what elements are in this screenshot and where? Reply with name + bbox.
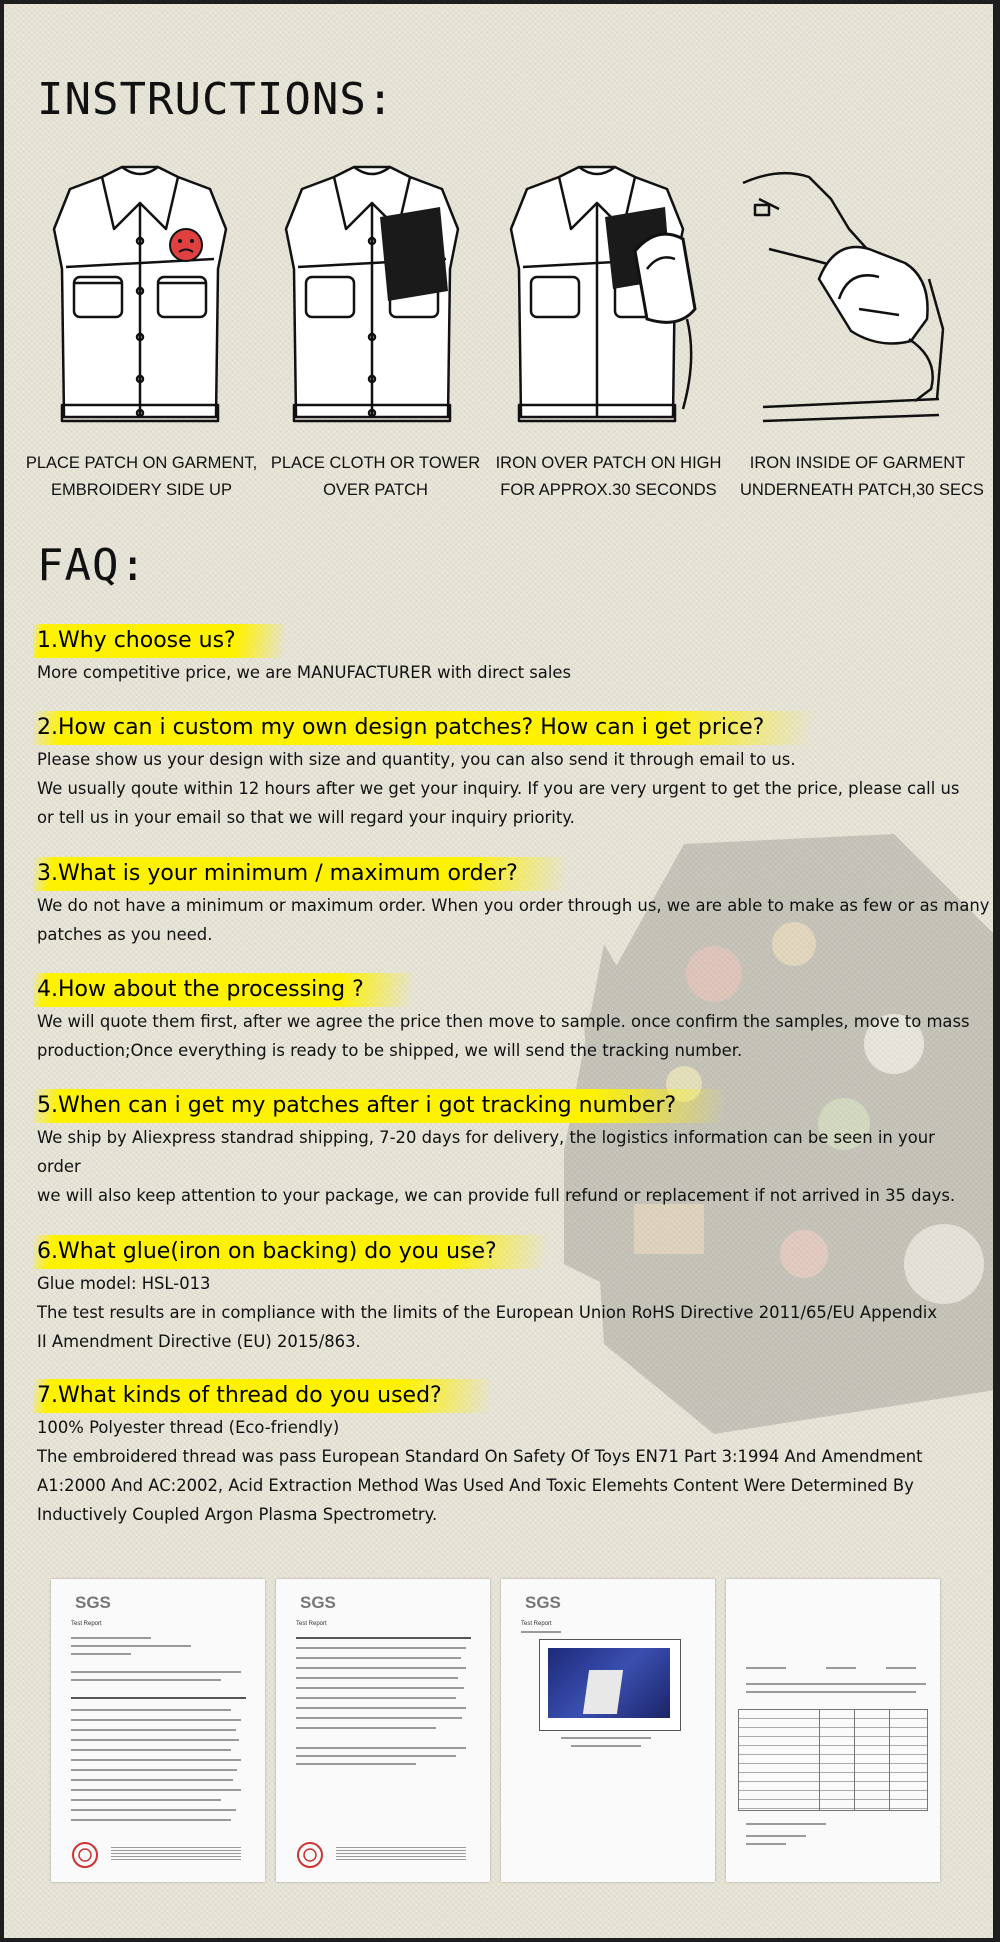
step-1-caption [24,450,259,504]
faq-item [37,973,972,1065]
vest-with-cloth-illustration [272,159,472,439]
sgs-logo: SGS [525,1593,561,1612]
step-1-line-1: PLACE PATCH ON GARMENT, [25,454,258,472]
test-results-table-page [726,1579,940,1882]
faq-question: 4.How about the processing ? [33,973,412,1007]
faq-answer-line: Inductively Coupled Argon Plasma Spectrometry. [37,1505,438,1524]
faq-answer-line: We do not have a minimum or maximum order. When you order through us, we are able to make as few or as many [37,896,990,915]
step-2-caption [258,450,493,504]
sgs-test-report-page-2 [276,1579,490,1882]
faq-answer-line: production;Once everything is ready to be shipped, we will send the tracking number. [37,1041,743,1060]
faq-item [37,624,972,687]
sgs-test-report-page-1 [51,1579,265,1882]
faq-answer-line: We will quote them first, after we agree the price then move to sample. once confirm the samples, move to mass [37,1012,970,1031]
faq-question: 6.What glue(iron on backing) do you use? [33,1235,545,1269]
vest-with-patch-illustration [40,159,240,439]
sgs-seal-icon [71,1841,99,1869]
sgs-logo: SGS [75,1593,111,1612]
faq-item [37,1089,972,1210]
faq-question: 1.Why choose us? [33,624,284,658]
faq-answer-line: or tell us in your email so that we will regard your inquiry priority. [37,808,575,827]
sample-photo [539,1639,681,1731]
step-2-line-1: PLACE CLOTH OR TOWER [270,454,481,472]
faq-answer-line: We usually qoute within 12 hours after we get your inquiry. If you are very urgent to get the price, please call us [37,779,960,798]
step-4-caption [740,450,984,504]
faq-item [37,711,972,832]
page [4,4,993,1938]
faq-item [37,1379,972,1529]
faq-answer-line: The test results are in compliance with the limits of the European Union RoHS Directive 2011/65/EU Appendix [37,1303,938,1322]
results-table [738,1709,928,1811]
step-3-line-2: FOR APPROX.30 SECONDS [500,481,717,499]
report-title: Test Report [521,1621,552,1627]
faq-answer-line: patches as you need. [37,925,213,944]
iron-inside-garment-illustration [739,159,949,439]
faq-question: 7.What kinds of thread do you used? [33,1379,490,1413]
faq-question: 2.How can i custom my own design patches? How can i get price? [33,711,812,745]
faq-answer-line: order [37,1157,81,1176]
vest-with-iron-illustration [497,159,697,439]
faq-answer-line: Please show us your design with size and quantity, you can also send it through email to us. [37,750,796,769]
faq-answer-line: II Amendment Directive (EU) 2015/863. [37,1332,361,1351]
report-title: Test Report [71,1621,102,1627]
faq-answer-line: We ship by Aliexpress standrad shipping, 7-20 days for delivery, the logistics information can be seen in your [37,1128,935,1147]
faq-question: 5.When can i get my patches after i got tracking number? [33,1089,724,1123]
step-4-line-2: UNDERNEATH PATCH,30 SECS [740,481,984,499]
step-1-line-2: EMBROIDERY SIDE UP [51,481,232,499]
sgs-seal-icon [296,1841,324,1869]
sgs-logo: SGS [300,1593,336,1612]
faq-answer-line: A1:2000 And AC:2002, Acid Extraction Method Was Used And Toxic Elemehts Content Were Determined By [37,1476,914,1495]
faq-answer-line: we will also keep attention to your package, we can provide full refund or replacement if not arrived in 35 days. [37,1186,956,1205]
report-title: Test Report [296,1621,327,1627]
step-3-line-1: IRON OVER PATCH ON HIGH [495,454,722,472]
step-4-line-1: IRON INSIDE OF GARMENT [749,454,966,472]
step-3-caption [491,450,726,504]
faq-item [37,1235,972,1356]
step-2-line-2: OVER PATCH [323,481,428,499]
faq-answer-line: More competitive price, we are MANUFACTURER with direct sales [37,663,571,682]
sgs-test-report-page-3 [501,1579,715,1882]
faq-answer-line: Glue model: HSL-013 [37,1274,211,1293]
faq-answer-line: 100% Polyester thread (Eco-friendly) [37,1418,340,1437]
faq-answer-line: The embroidered thread was pass European Standard On Safety Of Toys EN71 Part 3:1994 And Amendment [37,1447,923,1466]
faq-item [37,857,990,949]
instructions-heading: INSTRUCTIONS: [37,74,395,125]
faq-heading: FAQ: [37,540,147,591]
faq-question: 3.What is your minimum / maximum order? [33,857,566,891]
